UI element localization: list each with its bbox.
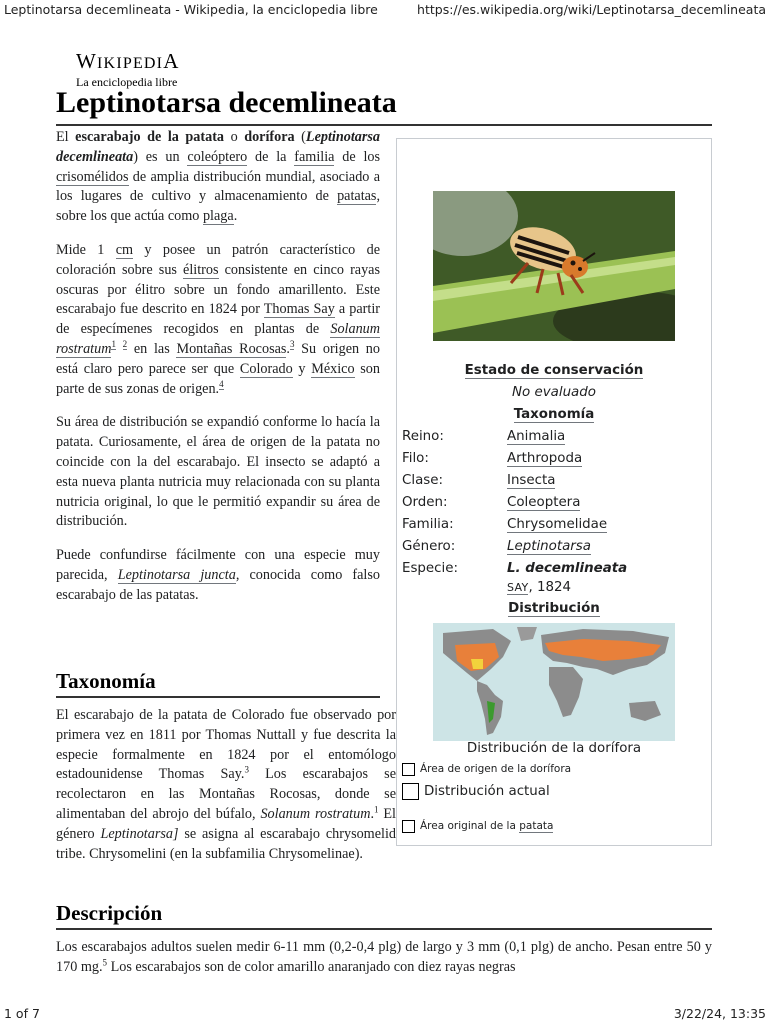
distribution-map-graphic [433, 623, 675, 741]
print-header [0, 0, 768, 22]
print-page-title: Leptinotarsa decemlineata - Wikipedia, la enciclopedia libre [4, 2, 378, 17]
ref-3[interactable]: 3 [289, 339, 295, 350]
beetle-photo-graphic [433, 191, 675, 341]
link-crisomelidos[interactable]: crisomélidos [56, 168, 129, 185]
distribution-heading[interactable]: Distribución [508, 601, 600, 616]
link-insecta[interactable]: Insecta [507, 473, 556, 488]
beetle-photo[interactable] [433, 191, 675, 341]
taxo-row-genero: Género: Leptinotarsa [402, 539, 591, 554]
link-leptinotarsa[interactable]: Leptinotarsa] [100, 825, 179, 842]
link-arthropoda[interactable]: Arthropoda [507, 451, 583, 466]
paragraph-taxonomia: El escarabajo de la patata de Colorado fue observado por primera vez en 1811 por Thomas Nuttall y fue descrita la especie formalmente en 1824 por el entomólogo estadounidense Thomas Say.$^3$ Los escarabajos se recolectaron en las Montañas Rocosas, donde se alimentaban del abrojo del búfalo, Solanum rostratum.$^1$ El género Leptinotarsa] se asigna al escarabajo chrysomelid tribe. Chrysomelini (en la subfamilia Chrysomelinae). [56, 707, 397, 862]
ref-2[interactable]: 2 [122, 339, 128, 350]
ref-3b[interactable]: 3 [244, 764, 249, 775]
paragraph-description: Mide 1 cm y posee un patrón característico de coloración sobre sus élitros consistente en cinco rayas oscuras por élitro sobre un fondo amarillento. Este escarabajo fue descrito en 1824 por Thomas Say a partir de especímenes recogidos en plantas de Solanum rostratum$^1$ $^2$ en las Montañas Rocosas.$^3$ Su origen no está claro pero parece ser que Colorado y México son parte de sus zonas de origen.$^4$ [56, 241, 380, 397]
conservation-status: No evaluado [512, 385, 596, 400]
taxo-row-filo: Filo: Arthropoda [402, 451, 583, 466]
page-title: Leptinotarsa decemlineata [56, 84, 712, 126]
link-familia[interactable]: familia [294, 148, 335, 165]
ref-4[interactable]: 4 [219, 378, 224, 389]
print-datetime: 3/22/24, 13:35 [673, 1006, 766, 1021]
link-chrysomelinae[interactable]: Chrysomelinae [268, 845, 355, 862]
article-lead [56, 128, 380, 620]
link-chrysomelidae[interactable]: Chrysomelidae [507, 517, 608, 532]
legend-swatch-potato [402, 820, 415, 833]
link-patatas[interactable]: patatas [337, 188, 377, 205]
conservation-heading[interactable]: Estado de conservación [464, 363, 644, 378]
species-authority: SAY, 1824 [507, 580, 572, 595]
paragraph-confusion: Puede confundirse fácilmente con una especie muy parecida, Leptinotarsa juncta, conocida como falso escarabajo de las patatas. [56, 547, 380, 603]
legend-swatch-origin [402, 763, 415, 776]
link-say[interactable]: SAY [507, 581, 529, 594]
paragraph-distribution: Su área de distribución se expandió conforme lo hacía la patata. Curiosamente, el área de origen de la patata no coincide con la del escarabajo. El insecto se adaptó a esta nueva planta nutricia muy relacionada con su planta nutricia original, lo que le permitió expandir su área de distribución. [56, 414, 380, 530]
taxo-row-reino: Reino: Animalia [402, 429, 566, 444]
link-animalia[interactable]: Animalia [507, 429, 566, 444]
taxobox [396, 138, 712, 846]
taxo-row-clase: Clase: Insecta [402, 473, 556, 488]
taxo-row-familia: Familia: Chrysomelidae [402, 517, 608, 532]
link-mg[interactable]: mg [80, 958, 99, 975]
map-caption: Distribución de la dorífora [466, 741, 642, 756]
legend-current-distribution: Distribución actual [402, 783, 550, 800]
paragraph-descripcion: Los escarabajos adultos suelen medir 6-11 mm (0,2-0,4 plg) de largo y 3 mm (0,1 plg) de ancho. Pesan entre 50 y 170 mg.$^5$ Los escarabajos son de color amarillo anaranjado con diez rayas negras [56, 939, 712, 975]
legend-origin-area: Área de origen de la dorífora [402, 762, 571, 777]
link-mexico[interactable]: México [311, 360, 355, 377]
link-coleoptera[interactable]: Coleoptera [507, 495, 581, 510]
link-montanas-rocosas-2[interactable]: Montañas Rocosas [198, 786, 317, 803]
link-coleoptero[interactable]: coleóptero [187, 148, 248, 165]
taxo-row-especie: Especie: L. decemlineata [402, 561, 628, 576]
heading-descripcion: Descripción [56, 900, 712, 930]
link-thomas-say[interactable]: Thomas Say [263, 301, 335, 318]
link-thomas-say-2[interactable]: Thomas Say [158, 766, 241, 783]
ref-1b[interactable]: 1 [374, 804, 379, 815]
link-colorado[interactable]: Colorado [239, 360, 293, 377]
link-thomas-nuttall[interactable]: Thomas Nuttall [205, 726, 296, 743]
print-page-number: 1 of 7 [4, 1006, 40, 1021]
link-elitros[interactable]: élitros [183, 261, 219, 278]
legend-potato-origin: Área original de la patata [402, 819, 553, 834]
link-leptinotarsa-juncta[interactable]: Leptinotarsa juncta [117, 566, 236, 583]
link-chrysomelini[interactable]: Chrysomelini [89, 845, 167, 862]
print-footer [0, 1002, 768, 1024]
link-leptinotarsa-genus[interactable]: Leptinotarsa [507, 539, 591, 554]
heading-taxonomia: Taxonomía [56, 668, 380, 698]
link-plaga[interactable]: plaga [202, 208, 234, 225]
link-chrysomelid-tribe[interactable]: chrysomelid tribe [56, 825, 396, 862]
paragraph-intro: El escarabajo de la patata o dorífora (Leptinotarsa decemlineata) es un coleóptero de la familia de los crisomélidos de amplia distribución mundial, asociado a los lugares de cultivo y almacenamiento de patatas, sobre los que actúa como plaga. [56, 129, 381, 225]
section-taxonomia [56, 664, 396, 864]
ref-1[interactable]: 1 [111, 339, 116, 350]
link-patata[interactable]: patata [519, 820, 554, 832]
wikipedia-wordmark: WIKIPEDIA [76, 49, 180, 73]
link-solanum-rostratum[interactable]: Solanum rostratum [56, 321, 380, 357]
link-cm[interactable]: cm [115, 241, 134, 258]
taxo-row-orden: Orden: Coleoptera [402, 495, 581, 510]
print-url[interactable]: https://es.wikipedia.org/wiki/Leptinotarsa_decemlineata [417, 2, 766, 17]
ref-5[interactable]: 5 [102, 957, 108, 968]
distribution-map[interactable] [433, 623, 675, 741]
section-descripcion [56, 896, 712, 978]
legend-swatch-current [402, 783, 419, 800]
wikipedia-tagline: La enciclopedia libre [76, 75, 178, 89]
link-montanas-rocosas[interactable]: Montañas Rocosas [176, 340, 287, 357]
taxonomy-heading[interactable]: Taxonomía [513, 407, 595, 422]
